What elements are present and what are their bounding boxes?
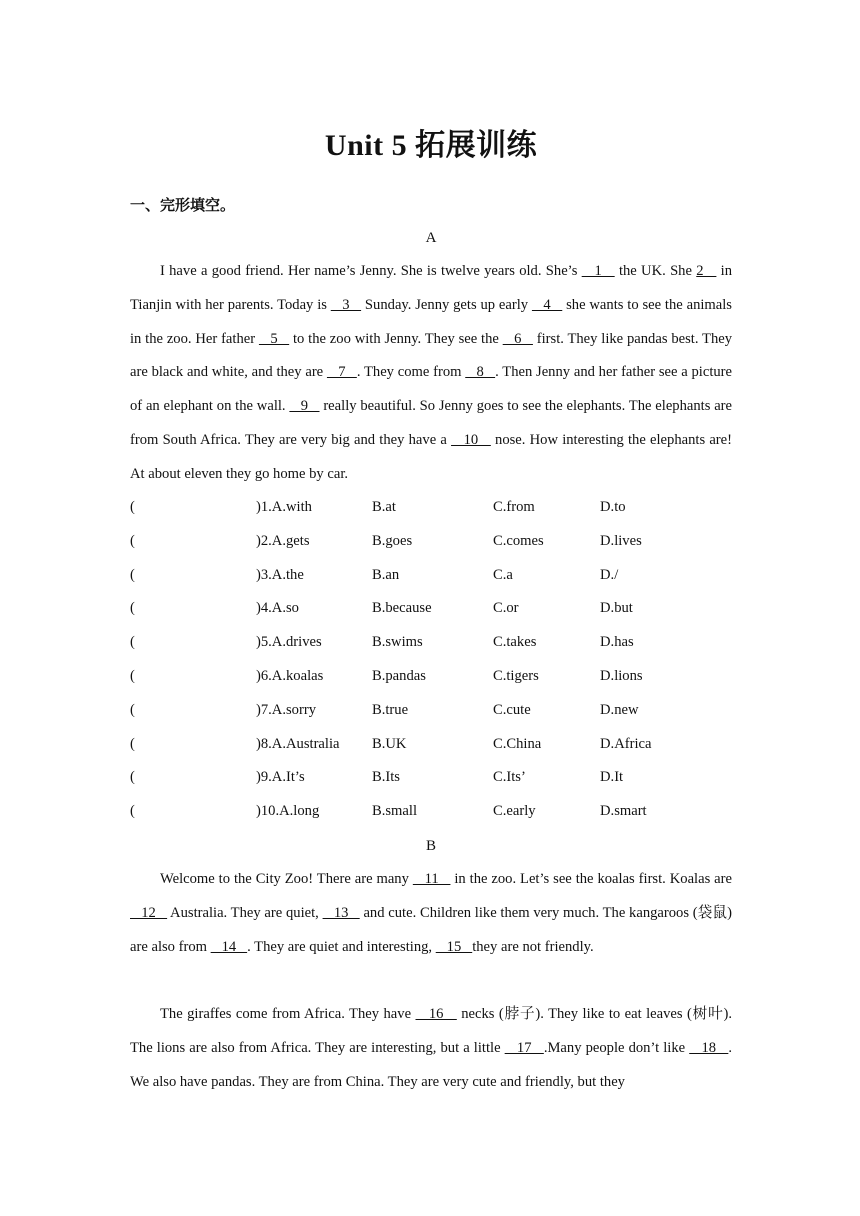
blank-6[interactable]: 6 [502,330,533,347]
passage-a-text: I have a good friend. Her name’s Jenny. She is twelve years old. She’s 1 the UK. She 2 in Tianjin with her parents. Today is 3 Sunday. Jenny gets up early 4 she wants to see the animals in the zoo. Her father 5 to the zoo with Jenny. They see the 6 first. They like pandas best. They are black and white, and they are 7 . They come from 8 . Then Jenny and her father see a picture of an elephant on the wall. 9 really beautiful. So Jenny goes to see the elephants. The elephants are from South Africa. They are very big and they have a 10 nose. How interesting the elephants are! At about eleven they go home by car. [130,263,733,482]
option-row-6 [130,660,732,694]
blank-14[interactable]: 14 [210,938,248,955]
option-a: )3.A.the [256,566,304,583]
passage-b-paragraph-1: Welcome to the City Zoo! There are many 11 in the zoo. Let’s see the koalas first. Koalas are 12 Australia. They are quiet, 13 and cute. Children like them very much. The kangaroos (袋鼠) are also from 14 . They are quiet and interesting, 15 they are not friendly. [130,871,732,955]
blank-1[interactable]: 1 [581,263,615,279]
option-d: D./ [600,566,619,583]
option-row-3 [130,559,732,593]
option-row-1 [130,491,732,525]
option-b: B.UK [372,735,407,752]
passage-a-heading: A [425,230,437,246]
option-b: B.small [372,803,417,820]
option-d: D.to [600,499,626,515]
option-d: D.has [600,634,634,651]
option-row-4 [130,592,732,626]
option-b: B.goes [372,532,413,549]
option-d: D.new [600,701,639,718]
options-list [130,491,732,829]
option-a: )4.A.so [256,600,299,617]
blank-18[interactable]: 18 [689,1039,729,1056]
option-d: D.lions [600,667,643,684]
blank-11[interactable]: 11 [412,871,451,887]
blank-16[interactable]: 16 [415,1006,457,1022]
blank-7[interactable]: 7 [326,364,357,381]
option-a: )7.A.sorry [256,701,316,718]
passage-b-heading: B [425,838,436,854]
blank-17[interactable]: 17 [504,1039,544,1056]
section-label: 一、完形填空。 [130,196,236,214]
option-b: B.at [372,499,396,515]
blank-12[interactable]: 12 [130,904,168,921]
option-b: B.true [372,701,409,718]
option-row-8 [130,728,732,762]
answer-paren[interactable]: ( [130,600,135,617]
option-c: C.or [493,600,519,617]
option-d: D.It [600,769,624,786]
answer-paren[interactable]: ( [130,532,135,549]
option-c: C.cute [493,701,531,718]
blank-15[interactable]: 15 [435,938,473,955]
option-a: )5.A.drives [256,634,322,651]
blank-9[interactable]: 9 [289,398,320,415]
option-c: C.a [493,566,513,583]
option-c: C.tigers [493,667,539,684]
option-b: B.swims [372,634,423,651]
option-a: )10.A.long [256,803,320,820]
option-row-9 [130,761,732,795]
option-d: D.smart [600,803,647,820]
option-d: D.Africa [600,735,652,752]
answer-paren[interactable]: ( [130,634,135,651]
answer-paren[interactable]: ( [130,566,135,583]
passage-b-paragraph-2: The giraffes come from Africa. They have 16 necks (脖子). They like to eat leaves (树叶). The lions are also from Africa. They are interesting, but a little 17 .Many people don’t like 18 . We also have pandas. They are from China. They are very cute and friendly, but they [130,1006,733,1090]
blank-3[interactable]: 3 [330,296,362,313]
option-c: C.from [493,499,535,515]
option-d: D.but [600,600,633,617]
option-a: )2.A.gets [256,532,310,549]
blank-13[interactable]: 13 [322,904,360,921]
answer-paren[interactable]: ( [130,701,135,718]
blank-4[interactable]: 4 [531,296,563,313]
option-a: )6.A.koalas [256,667,324,684]
option-c: C.comes [493,532,544,549]
page-title: Unit 5 拓展训练 [324,129,538,162]
option-c: C.early [493,803,536,820]
option-a: )8.A.Australia [256,735,340,752]
option-a: )1.A.with [256,499,312,515]
option-b: B.pandas [372,667,426,684]
option-b: B.Its [372,769,400,786]
blank-8[interactable]: 8 [465,364,496,381]
blank-5[interactable]: 5 [258,330,290,347]
option-row-5 [130,626,732,660]
answer-paren[interactable]: ( [130,499,135,515]
option-b: B.an [372,566,400,583]
answer-paren[interactable]: ( [130,667,135,684]
answer-paren[interactable]: ( [130,769,135,786]
option-d: D.lives [600,532,642,549]
option-c: C.Its’ [493,769,526,786]
option-row-7 [130,694,732,728]
blank-2[interactable]: 2 [696,263,717,279]
option-c: C.takes [493,634,537,651]
blank-10[interactable]: 10 [451,431,491,448]
option-row-10 [130,795,732,829]
option-row-2 [130,525,732,559]
option-b: B.because [372,600,432,617]
option-a: )9.A.It’s [256,769,305,786]
answer-paren[interactable]: ( [130,735,135,752]
option-c: C.China [493,735,542,752]
answer-paren[interactable]: ( [130,803,135,820]
